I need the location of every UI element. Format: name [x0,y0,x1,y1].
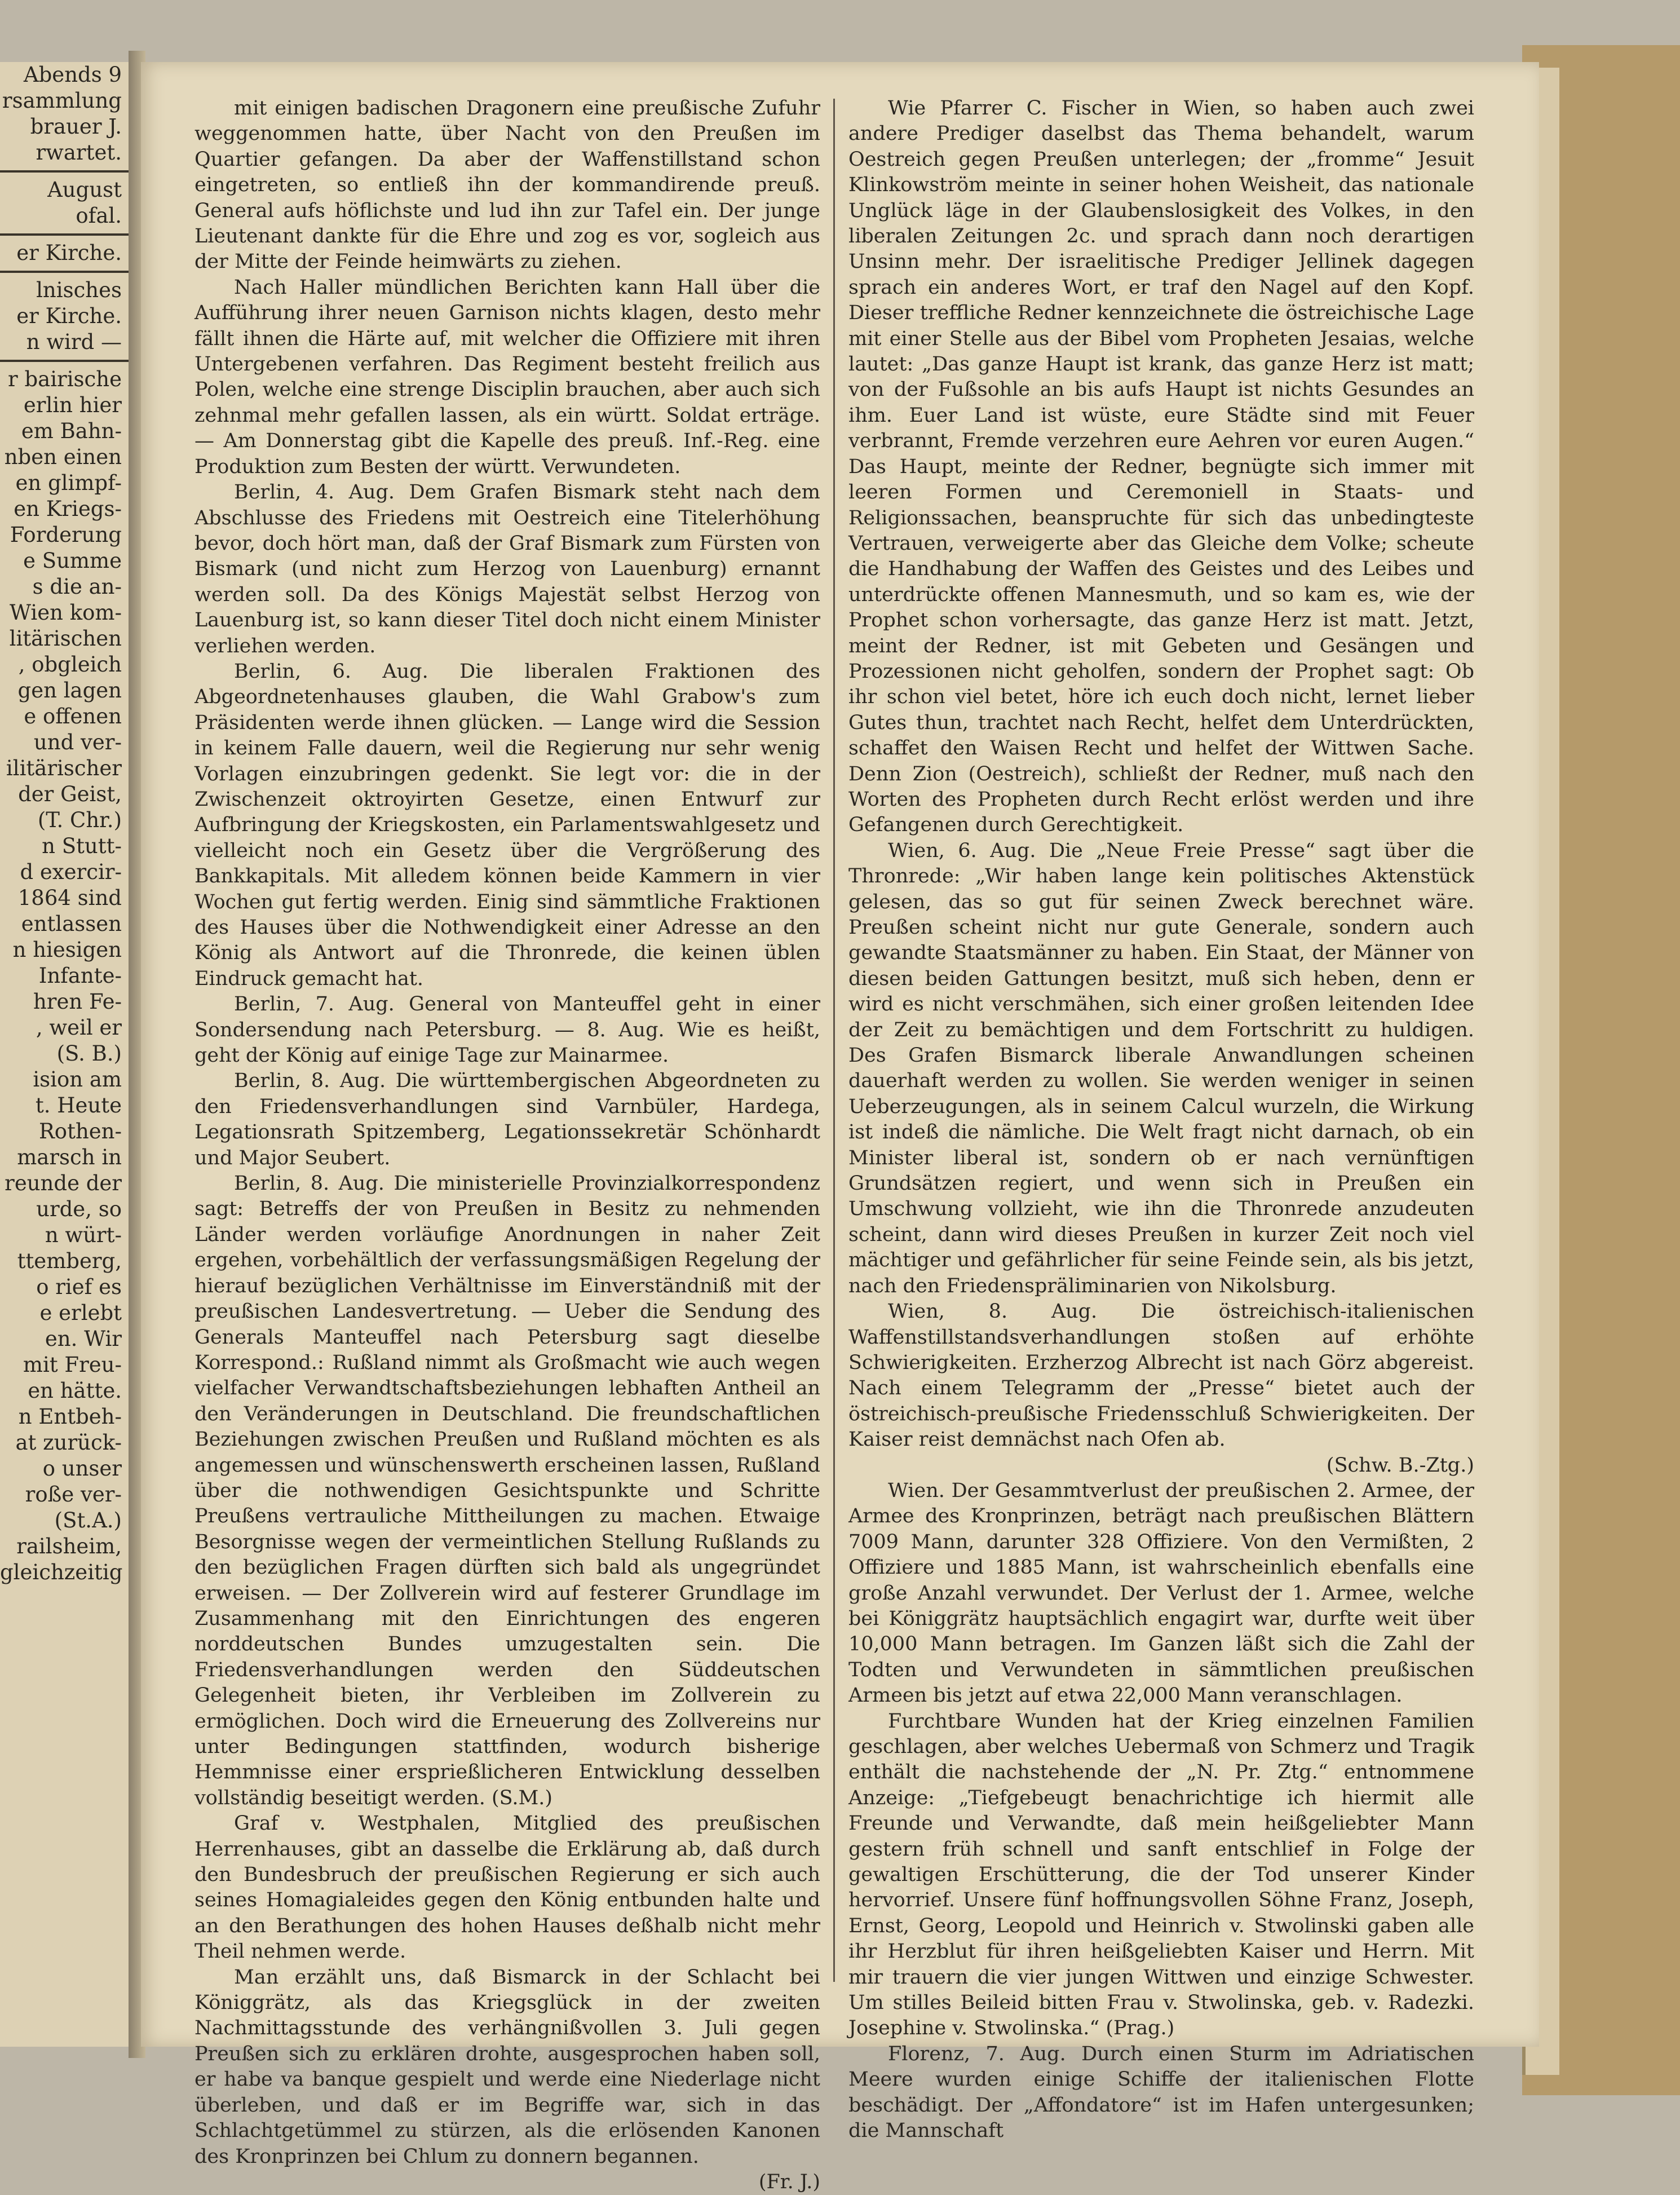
left-strip-line: e erlebt [39,1301,122,1325]
left-strip-line: , weil er [36,1015,122,1040]
left-strip-line: gen lagen [17,678,122,703]
left-strip-line: er Kirche. [16,241,122,265]
left-strip-line: at zurück- [15,1430,122,1455]
source-attribution: (Fr. J.) [758,2170,820,2193]
left-strip-line: e offenen [24,704,122,728]
left-strip-line: en hätte. [28,1379,122,1403]
left-strip-line: r bairische [8,367,122,391]
left-strip-line: n hiesigen [12,938,122,962]
left-strip-line: lnisches [36,278,122,302]
left-strip-line: en Kriegs- [14,497,122,521]
left-strip-line: mit Freu- [23,1353,122,1377]
left-strip-line: , obgleich [18,652,122,677]
column-divider [833,99,835,1982]
left-strip-line: Rothen- [38,1119,122,1143]
left-strip-line: der Geist, [18,782,122,806]
left-strip-line: d exercir- [20,860,122,884]
column-left [194,96,820,2195]
article-paragraph: Nach Haller mündlichen Berichten kann Hall über die Aufführung ihrer neuen Garnison nichts klagen, desto mehr fällt ihnen die Härte auf, mit welcher die Offiziere mit ihren Untergebenen verfahren. Das Regiment besteht freilich aus Polen, welche eine strenge Disciplin brauchen, aber auch sich zehnmal mehr gefallen lassen, als ein württ. Soldat erträge. — Am Donnerstag gibt die Kapelle des preuß. Inf.-Reg. eine Produktion zum Besten der württ. Verwundeten. [194,276,820,478]
left-strip-line: em Bahn- [21,419,122,443]
article-paragraph: Wien. Der Gesammtverlust der preußischen 2. Armee, der Armee des Kronprinzen, beträgt nach preußischen Blättern 7009 Mann, darunter 328 Offiziere. Von den Vermißten, 2 Offiziere und 1885 Mann, ist wahrscheinlich ebenfalls eine große Anzahl verwundet. Der Verlust der 1. Armee, welche bei Königgrätz hauptsächlich engagirt war, durfte weit über 10,000 Mann betragen. Im Ganzen läßt sich die Zahl der Todten und Verwundeten in sämmtlichen preußischen Armeen bis jetzt auf etwa 22,000 Mann veranschlagen. [848,1479,1474,1707]
left-strip-line: Wien kom- [10,600,122,625]
article-paragraph: mit einigen badischen Dragonern eine preußische Zufuhr weggenommen hatte, über Nacht von den Preußen im Quartier gefangen. Da aber der Waffenstillstand schon eingetreten, so entließ ihn der kommandirende preuß. General aufs höflichste und lud ihn zur Tafel ein. Der junge Lieutenant dankte für die Ehre und zog es vor, sogleich aus der Mitte der Feinde heimwärts zu ziehen. [194,97,820,273]
left-strip-line: Forderung [10,523,122,547]
left-strip-rule [0,170,130,173]
left-strip-line: roße ver- [25,1482,122,1507]
left-strip-line: s die an- [32,575,122,599]
left-strip-line: e Summe [23,549,122,573]
left-strip-line: (S. B.) [56,1041,122,1066]
column-right [848,96,1474,2144]
left-strip-line: o unser [42,1456,122,1481]
left-strip-rule [0,233,130,236]
source-attribution: (Schw. B.-Ztg.) [1326,1454,1474,1477]
article-paragraph: Florenz, 7. Aug. Durch einen Sturm im Adriatischen Meere wurden einige Schiffe der italienischen Flotte beschädigt. Der „Affondatore“ ist im Hafen untergesunken; die Mannschaft [848,2042,1474,2143]
left-strip-line: n Entbeh- [18,1405,122,1429]
article-paragraph: Wie Pfarrer C. Fischer in Wien, so haben auch zwei andere Prediger daselbst das Thema behandelt, warum Oestreich gegen Preußen unterlegen; der „fromme“ Jesuit Klinkowström meinte in seiner hohen Weisheit, das nationale Unglück läge in der Glaubenslosigkeit des Volkes, in den liberalen Zeitungen 2c. und sprach dann noch derartigen Unsinn mehr. Der israelitische Prediger Jellinek dagegen sprach ein anderes Wort, er traf den Nagel auf den Kopf. Dieser treffliche Redner kennzeichnete die östreichische Lage mit einer Stelle aus der Bibel vom Propheten Jesaias, welche lautet: „Das ganze Haupt ist krank, das ganze Herz ist matt; von der Fußsohle an bis aufs Haupt ist nichts Gesundes an ihm. Euer Land ist wüste, eure Städte sind mit Feuer verbrannt, Fremde verzehren eure Aehren vor euren Augen.“ Das Haupt, meinte der Redner, begnügte sich immer mit leeren Formen und Ceremoniell in Staats- und Religionssachen, beanspruchte für sich das unbedingteste Vertrauen, verweigerte aber das Gleiche dem Volke; scheute die Handhabung der Waffen des Geistes und des Leibes und unterdrückte offenen Mannesmuth, und so kam es, wie der Prophet schon vorhersagte, das ganze Herz ist matt. Jetzt, meint der Redner, ist mit Gebeten und Gesängen und Prozessionen nicht geholfen, sondern der Prophet sagt: Ob ihr schon viel betet, höre ich euch doch nicht, lernet lieber Gutes thun, trachtet nach Recht, helfet dem Unterdrückten, schaffet den Waisen Recht und helfet der Wittwen Sache. Denn Zion (Oestreich), schließt der Redner, muß nach den Worten des Propheten durch Recht erlöst werden und ihre Gefangenen durch Gerechtigkeit. [848,97,1474,837]
left-strip-line: brauer J. [30,114,122,139]
left-strip-line: rwartet. [36,140,122,165]
left-strip-line: August [47,178,122,202]
left-strip-line: reunde der [5,1171,122,1195]
article-paragraph: Berlin, 6. Aug. Die liberalen Fraktionen des Abgeordnetenhauses glauben, die Wahl Grabow's zum Präsidenten werde ihnen glücken. — Lange wird die Session in keinem Falle dauern, weil die Regierung nur sehr wenig Vorlagen einzubringen gedenkt. Sie legt vor: die in der Zwischenzeit oktroyirten Gesetze, einen Entwurf zur Aufbringung der Kriegskosten, ein Parlamentswahlgesetz und vielleicht noch ein Gesetz über die Vergrößerung des Bankkapitals. Mit alledem können beide Kammern in vier Wochen gut fertig werden. Einig sind sämmtliche Fraktionen des Hauses über die Nothwendigkeit einer Adresse an den König als Antwort auf die Thronrede, die keinen üblen Eindruck gemacht hat. [194,660,820,990]
left-strip-line: rsammlung [2,89,122,113]
left-strip-line: o rief es [36,1275,122,1299]
left-strip-line: (St.A.) [54,1508,122,1532]
left-strip-line: urde, so [36,1197,122,1221]
article-paragraph: Berlin, 4. Aug. Dem Grafen Bismark steht nach dem Abschlusse des Friedens mit Oestreich eine Titelerhöhung bevor, doch hört man, daß der Graf Bismark zum Fürsten von Bismark (und nicht zum Herzog von Lauenburg) ernannt werden soll. Da des Königs Majestät selbst Herzog von Lauenburg ist, so kann dieser Titel doch nicht einem Minister verliehen werden. [194,481,820,657]
article-paragraph: Wien, 6. Aug. Die „Neue Freie Presse“ sagt über die Thronrede: „Wir haben lange kein politisches Aktenstück gelesen, das so gut für seinen Zweck berechnet wäre. Preußen scheint nicht nur gute Generale, sondern auch gewandte Staatsmänner zu haben. Ein Staat, der Männer von diesen beiden Gattungen besitzt, muß sich heben, denn er wird es nicht verschmähen, sich einer großen leitenden Idee der Zeit zu bemächtigen und dem Fortschritt zu huldigen. Des Grafen Bismarck liberale Anwandlungen scheinen dauerhaft werden zu wollen. Sie werden weniger in seinen Ueberzeugungen, als in seinem Calcul wurzeln, die Wirkung ist indeß die nämliche. Die Welt fragt nicht darnach, ob ein Minister liberal ist, sondern ob er nach vernünftigen Grundsätzen regiert, und wenn sich in Preußen ein Umschwung vollzieht, wie ihn die Thronrede anzudeuten scheint, dann wird dieses Preußen in kurzer Zeit noch viel mächtiger und gefährlicher für seine Feinde sein, als bis jetzt, nach den Friedenspräliminarien von Nikolsburg. [848,839,1474,1297]
left-strip-line: (T. Chr.) [37,808,122,832]
left-page-strip [0,62,130,2047]
left-strip-line: ofal. [76,204,122,228]
left-strip-line: nben einen [4,445,122,469]
left-strip-line: n Stutt- [42,834,122,858]
left-strip-line: railsheim, [16,1534,122,1558]
left-strip-line: t. Heute [35,1093,122,1118]
left-strip-line: n wird — [26,330,122,354]
left-strip-line: gleichzeitig [0,1560,123,1584]
left-strip-line: litärischen [9,626,122,651]
left-strip-line: erlin hier [23,393,122,417]
article-paragraph: Furchtbare Wunden hat der Krieg einzelnen Familien geschlagen, aber welches Uebermaß von Schmerz und Tragik enthält die nachstehende der „N. Pr. Ztg.“ entnommene Anzeige: „Tiefgebeugt benachrichtige ich hiermit alle Freunde und Verwandte, daß mein heißgeliebter Mann gestern früh schnell und sanft entschlief in Folge der gewaltigen Erschütterung, die der Tod unserer Kinder hervorrief. Unsere fünf hoffnungsvollen Söhne Franz, Joseph, Ernst, Georg, Leopold und Heinrich v. Stwolinski gaben alle ihr Herzblut für ihren heißgeliebten Kaiser und Herrn. Mit mir trauern die vier jungen Wittwen und einzige Schwester. Um stilles Beileid bitten Frau v. Stwolinska, geb. v. Radezki. Josephine v. Stwolinska.“ (Prag.) [848,1710,1474,2040]
left-strip-line: n würt- [45,1223,122,1247]
left-strip-line: Abends 9 [23,63,122,87]
article-paragraph: Berlin, 8. Aug. Die württembergischen Abgeordneten zu den Friedensverhandlungen sind Varnbüler, Hardega, Legationsrath Spitzemberg, Legationssekretär Schönhardt und Major Seubert. [194,1070,820,1169]
article-paragraph: Berlin, 8. Aug. Die ministerielle Provinzialkorrespondenz sagt: Betreffs der von Preußen in Besitz zu nehmenden Länder werden vorläufige Anordnungen in naher Zeit ergehen, vorbehältlich der verfassungsmäßigen Regelung der hierauf bezüglichen Verhältnisse im Einverständniß mit der preußischen Landesvertretung. — Ueber die Sendung des Generals Manteuffel nach Petersburg sagt dieselbe Korrespond.: Rußland nimmt als Großmacht wie auch wegen vielfacher Verwandtschaftsbeziehungen lebhaften Antheil an den Veränderungen in Deutschland. Die freundschaftlichen Beziehungen zwischen Preußen und Rußland möchten es als angemessen und wünschenswerth erscheinen lassen, Rußland über die nothwendigen Gesichtspunkte und Schritte Preußens vertrauliche Mittheilungen zu machen. Etwaige Besorgnisse wegen der vermeintlichen Stellung Rußlands zu den bezüglichen Fragen dürften sich bald als ungegründet erweisen. — Der Zollverein wird auf festerer Grundlage im Zusammenhang mit den Einrichtungen des engeren norddeutschen Bundes umzugestalten sein. Die Friedensverhandlungen werden den Süddeutschen Gelegenheit bieten, ihr Verbleiben im Zollverein zu ermöglichen. Doch wird die Erneuerung des Zollvereins nur unter Bedingungen stattfinden, wodurch bisherige Hemmnisse einer ersprießlicheren Entwicklung desselben vollständig beseitigt werden. (S.M.) [194,1172,820,1809]
left-strip-line: ttemberg, [17,1249,122,1273]
article-paragraph: Wien, 8. Aug. Die östreichisch-italienischen Waffenstillstandsverhandlungen stoßen auf erhöhte Schwierigkeiten. Erzherzog Albrecht ist nach Görz abgereist. Nach einem Telegramm der „Presse“ bietet auch der östreichisch-preußische Friedensschluß Schwierigkeiten. Der Kaiser reist demnächst nach Ofen ab. [848,1300,1474,1451]
left-strip-line: marsch in [17,1145,122,1169]
left-strip-line: en glimpf- [15,471,122,495]
left-strip-line: 1864 sind [17,886,122,910]
left-strip-line: Infante- [38,964,122,988]
left-strip-line: entlassen [21,912,122,936]
article-paragraph: Berlin, 7. Aug. General von Manteuffel geht in einer Sondersendung nach Petersburg. — 8. Aug. Wie es heißt, geht der König auf einige Tage zur Mainarmee. [194,993,820,1067]
article-paragraph: Graf v. Westphalen, Mitglied des preußischen Herrenhauses, gibt an dasselbe die Erklärung ab, daß durch den Bundesbruch der preußischen Regierung er sich auch seines Homagialeides gegen den König entbunden halte und an den Berathungen des hohen Hauses deßhalb nicht mehr Theil nehmen werde. [194,1812,820,1963]
left-strip-line: ision am [33,1067,122,1092]
left-strip-line: en. Wir [45,1327,122,1351]
left-strip-line: er Kirche. [16,304,122,328]
left-strip-line: ilitärischer [6,756,122,780]
left-strip-line: hren Fe- [33,990,122,1014]
left-strip-rule [0,360,130,362]
left-strip-line: und ver- [33,730,122,754]
article-paragraph: Man erzählt uns, daß Bismarck in der Schlacht bei Königgrätz, als das Kriegsglück in der zweiten Nachmittagsstunde des verhängnißvollen 3. Juli gegen Preußen sich zu erklären drohte, ausgesprochen haben soll, er habe va banque gespielt und werde eine Niederlage nicht überleben, und daß er im Begriffe war, sich in das Schlachtgetümmel zu stürzen, als die erlösenden Kanonen des Kronprinzen bei Chlum zu donnern begannen. [194,1966,820,2168]
left-strip-rule [0,271,130,273]
